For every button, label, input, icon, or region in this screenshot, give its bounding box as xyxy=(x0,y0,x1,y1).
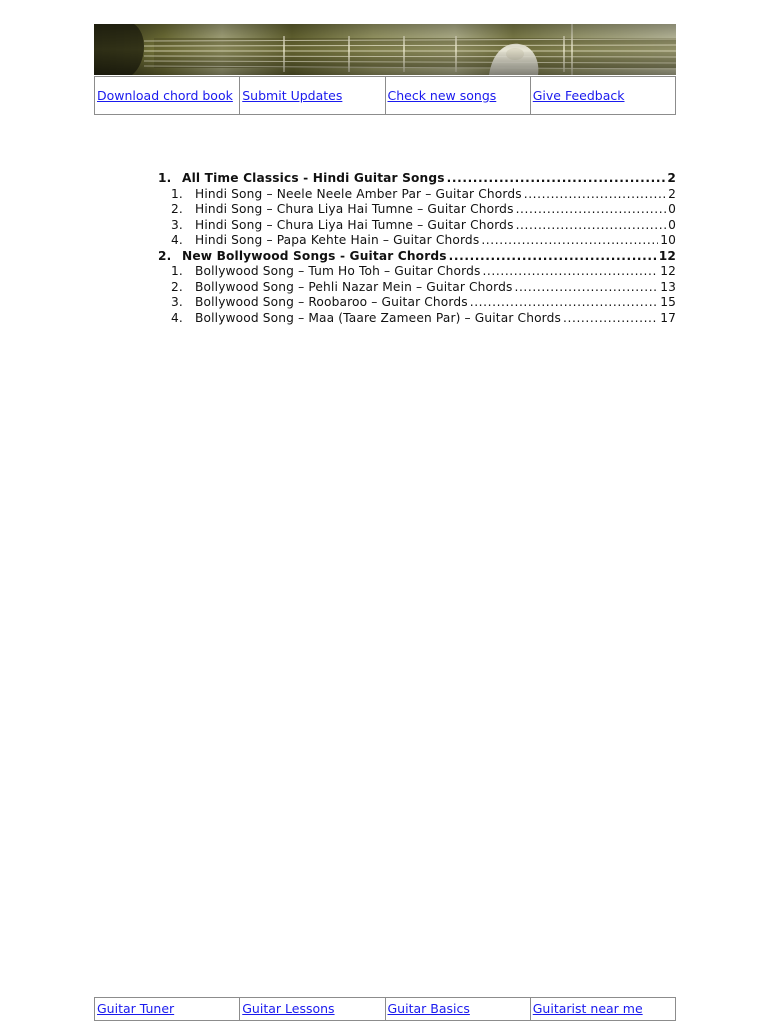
toc-item[interactable] xyxy=(158,295,676,311)
toc-item[interactable] xyxy=(158,233,676,249)
guitar-fretboard-illustration xyxy=(94,24,676,75)
toc-section-number: 1. xyxy=(158,171,172,185)
toc-page-number: 2 xyxy=(668,186,676,201)
toc-page-number: 0 xyxy=(668,217,676,232)
nav-cell-check xyxy=(385,77,530,115)
toc-item[interactable] xyxy=(158,264,676,280)
toc-leader-dots xyxy=(449,249,657,265)
toc-section-title: All Time Classics - Hindi Guitar Songs xyxy=(182,171,445,185)
toc-leader-dots xyxy=(482,264,658,280)
toc-item-title: Hindi Song – Neele Neele Amber Par – Guitar Chords xyxy=(195,186,522,201)
toc-section[interactable] xyxy=(158,249,676,265)
toc-leader-dots xyxy=(470,295,658,311)
toc-item-title: Hindi Song – Papa Kehte Hain – Guitar Chords xyxy=(195,233,480,247)
toc-page-number: 0 xyxy=(668,202,676,216)
nav-cell-lessons xyxy=(240,998,385,1021)
toc-leader-dots xyxy=(514,280,658,296)
toc-item-number: 1. xyxy=(171,264,183,278)
toc-page-number: 12 xyxy=(658,248,676,263)
nav-cell-feedback xyxy=(530,77,675,115)
nav-cell-submit xyxy=(240,77,385,115)
toc-item[interactable] xyxy=(158,280,676,296)
toc-leader-dots xyxy=(447,171,666,187)
download-chord-book-link[interactable]: Download chord book xyxy=(97,87,233,103)
toc-item[interactable] xyxy=(158,202,676,218)
toc-item-number: 4. xyxy=(171,310,183,325)
toc-item-number: 3. xyxy=(171,217,183,232)
toc-item-number: 2. xyxy=(171,202,183,216)
guitarist-near-me-link[interactable]: Guitarist near me xyxy=(532,1001,643,1016)
nav-cell-guitarist xyxy=(530,998,675,1021)
toc-page-number: 17 xyxy=(660,310,676,325)
toc-leader-dots xyxy=(563,311,658,327)
toc-leader-dots xyxy=(516,202,667,218)
toc-page-number: 2 xyxy=(667,171,676,185)
toc-page-number: 10 xyxy=(660,233,676,247)
toc-item[interactable] xyxy=(158,187,676,203)
nav-cell-download xyxy=(95,77,240,115)
toc-item-title: Bollywood Song – Roobaroo – Guitar Chords xyxy=(195,295,468,309)
toc-item-title: Hindi Song – Chura Liya Hai Tumne – Guitar Chords xyxy=(195,202,514,216)
toc-item-number: 1. xyxy=(171,186,183,201)
toc-item-number: 2. xyxy=(171,279,183,294)
toc-item-title: Hindi Song – Chura Liya Hai Tumne – Guitar Chords xyxy=(195,217,514,232)
nav-cell-tuner xyxy=(95,998,240,1021)
submit-updates-link[interactable]: Submit Updates xyxy=(242,87,343,103)
toc-item[interactable] xyxy=(158,311,676,327)
nav-cell-basics xyxy=(385,998,530,1021)
toc-page-number: 12 xyxy=(660,264,676,278)
check-new-songs-link[interactable]: Check new songs xyxy=(387,87,497,103)
guitar-basics-link[interactable]: Guitar Basics xyxy=(387,1001,470,1016)
toc-page-number: 15 xyxy=(660,295,676,309)
toc-leader-dots xyxy=(481,233,658,249)
toc-item-title: Bollywood Song – Maa (Taare Zameen Par) – Guitar Chords xyxy=(195,310,562,325)
toc-item-number: 3. xyxy=(171,295,183,309)
toc-item-number: 4. xyxy=(171,233,183,247)
toc-section-number: 2. xyxy=(158,248,172,263)
guitar-banner-image xyxy=(94,24,676,75)
toc-leader-dots xyxy=(516,218,667,234)
top-navigation xyxy=(94,76,676,115)
table-of-contents xyxy=(158,171,676,326)
toc-item[interactable] xyxy=(158,218,676,234)
toc-page-number: 13 xyxy=(660,279,676,294)
toc-item-title: Bollywood Song – Tum Ho Toh – Guitar Chords xyxy=(195,264,481,278)
give-feedback-link[interactable]: Give Feedback xyxy=(532,87,625,103)
guitar-lessons-link[interactable]: Guitar Lessons xyxy=(242,1001,335,1016)
toc-leader-dots xyxy=(524,187,666,203)
bottom-navigation xyxy=(94,997,676,1021)
toc-section[interactable] xyxy=(158,171,676,187)
toc-section-title: New Bollywood Songs - Guitar Chords xyxy=(182,248,447,263)
guitar-tuner-link[interactable]: Guitar Tuner xyxy=(97,1001,175,1016)
toc-item-title: Bollywood Song – Pehli Nazar Mein – Guitar Chords xyxy=(195,279,513,294)
